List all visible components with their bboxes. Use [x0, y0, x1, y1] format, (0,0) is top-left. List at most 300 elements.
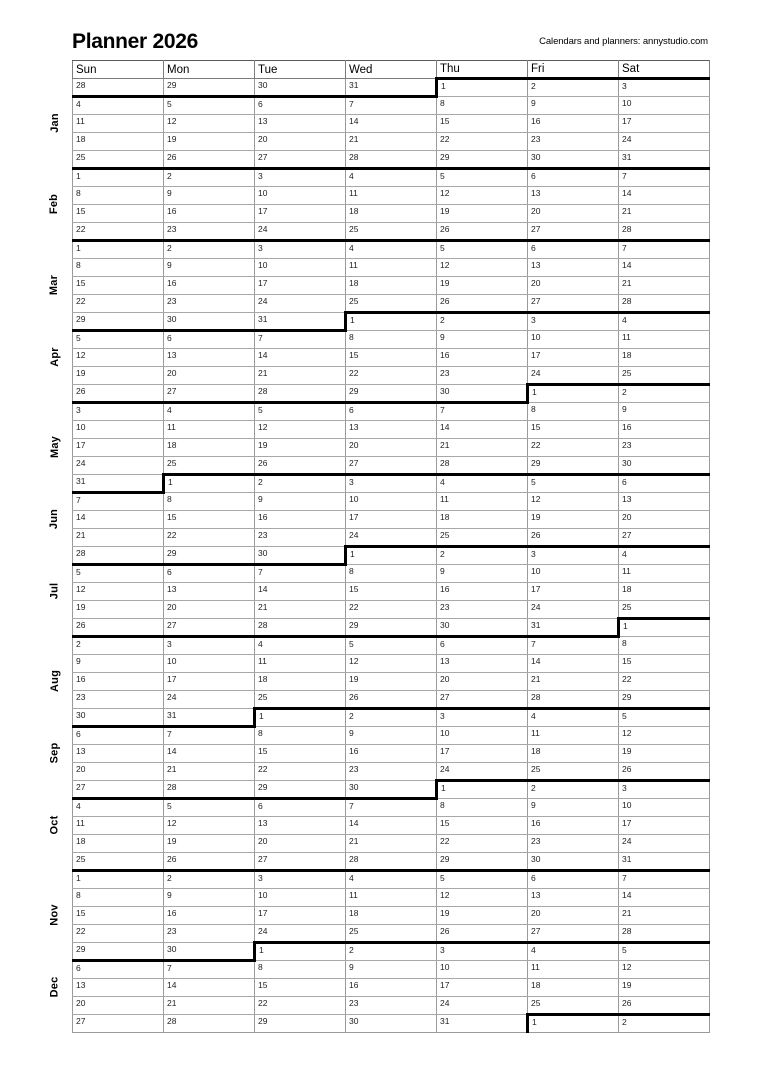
day-cell[interactable]: 4 — [346, 871, 437, 889]
day-cell[interactable]: 20 — [437, 673, 528, 691]
day-cell[interactable]: 11 — [528, 727, 619, 745]
day-cell[interactable]: 21 — [346, 133, 437, 151]
day-cell[interactable]: 27 — [164, 385, 255, 403]
day-cell[interactable]: 25 — [346, 925, 437, 943]
day-cell[interactable]: 29 — [73, 943, 164, 961]
day-cell[interactable]: 28 — [528, 691, 619, 709]
day-cell[interactable]: 7 — [255, 331, 346, 349]
day-cell[interactable]: 21 — [346, 835, 437, 853]
day-cell[interactable]: 26 — [437, 925, 528, 943]
day-cell[interactable]: 19 — [255, 439, 346, 457]
day-cell[interactable]: 17 — [255, 205, 346, 223]
day-cell[interactable]: 20 — [255, 133, 346, 151]
day-cell[interactable]: 27 — [528, 925, 619, 943]
day-cell[interactable]: 6 — [255, 799, 346, 817]
day-cell[interactable]: 24 — [619, 835, 710, 853]
day-cell[interactable]: 9 — [346, 727, 437, 745]
day-cell[interactable]: 26 — [164, 151, 255, 169]
day-cell[interactable]: 3 — [619, 781, 710, 799]
day-cell[interactable]: 31 — [164, 709, 255, 727]
day-cell[interactable]: 30 — [346, 781, 437, 799]
day-cell[interactable]: 7 — [73, 493, 164, 511]
day-cell[interactable]: 13 — [73, 979, 164, 997]
day-cell[interactable]: 2 — [73, 637, 164, 655]
day-cell[interactable]: 27 — [255, 151, 346, 169]
day-cell[interactable]: 21 — [255, 367, 346, 385]
day-cell[interactable]: 7 — [437, 403, 528, 421]
day-cell[interactable]: 14 — [164, 979, 255, 997]
day-cell[interactable]: 18 — [73, 835, 164, 853]
day-cell[interactable]: 22 — [528, 439, 619, 457]
day-cell[interactable]: 24 — [619, 133, 710, 151]
day-cell[interactable]: 23 — [346, 997, 437, 1015]
day-cell[interactable]: 10 — [255, 889, 346, 907]
day-cell[interactable]: 13 — [73, 745, 164, 763]
day-cell[interactable]: 8 — [346, 565, 437, 583]
day-cell[interactable]: 13 — [528, 187, 619, 205]
day-cell[interactable]: 9 — [164, 889, 255, 907]
day-cell[interactable]: 24 — [164, 691, 255, 709]
day-cell[interactable]: 7 — [619, 241, 710, 259]
day-cell[interactable]: 10 — [437, 961, 528, 979]
day-cell[interactable]: 3 — [255, 169, 346, 187]
day-cell[interactable]: 13 — [255, 115, 346, 133]
day-cell[interactable]: 20 — [346, 439, 437, 457]
day-cell[interactable]: 24 — [437, 997, 528, 1015]
day-cell[interactable]: 23 — [164, 295, 255, 313]
day-cell[interactable]: 20 — [73, 997, 164, 1015]
day-cell[interactable]: 21 — [73, 529, 164, 547]
day-cell[interactable]: 26 — [437, 295, 528, 313]
day-cell[interactable]: 29 — [255, 781, 346, 799]
day-cell[interactable]: 12 — [528, 493, 619, 511]
day-cell[interactable]: 18 — [528, 745, 619, 763]
day-cell[interactable]: 26 — [528, 529, 619, 547]
day-cell[interactable]: 11 — [619, 565, 710, 583]
day-cell[interactable]: 25 — [73, 853, 164, 871]
day-cell[interactable]: 22 — [73, 223, 164, 241]
day-cell[interactable]: 22 — [255, 763, 346, 781]
day-cell[interactable]: 28 — [164, 781, 255, 799]
day-cell[interactable]: 1 — [437, 79, 528, 97]
day-cell[interactable]: 20 — [73, 763, 164, 781]
day-cell[interactable]: 23 — [528, 835, 619, 853]
day-cell[interactable]: 6 — [255, 97, 346, 115]
day-cell[interactable]: 8 — [437, 97, 528, 115]
day-cell[interactable]: 24 — [437, 763, 528, 781]
day-cell[interactable]: 9 — [164, 187, 255, 205]
day-cell[interactable]: 1 — [255, 943, 346, 961]
day-cell[interactable]: 3 — [528, 547, 619, 565]
day-cell[interactable]: 30 — [437, 619, 528, 637]
day-cell[interactable]: 23 — [619, 439, 710, 457]
day-cell[interactable]: 17 — [528, 349, 619, 367]
day-cell[interactable]: 19 — [437, 205, 528, 223]
day-cell[interactable]: 18 — [346, 907, 437, 925]
day-cell[interactable]: 12 — [619, 727, 710, 745]
day-cell[interactable]: 4 — [528, 709, 619, 727]
day-cell[interactable]: 25 — [255, 691, 346, 709]
day-cell[interactable]: 19 — [437, 277, 528, 295]
day-cell[interactable]: 31 — [255, 313, 346, 331]
day-cell[interactable]: 25 — [619, 367, 710, 385]
day-cell[interactable]: 26 — [255, 457, 346, 475]
day-cell[interactable]: 1 — [346, 547, 437, 565]
day-cell[interactable]: 17 — [619, 115, 710, 133]
day-cell[interactable]: 12 — [437, 889, 528, 907]
day-cell[interactable]: 15 — [346, 349, 437, 367]
day-cell[interactable]: 23 — [164, 925, 255, 943]
day-cell[interactable]: 19 — [346, 673, 437, 691]
day-cell[interactable]: 5 — [164, 799, 255, 817]
day-cell[interactable]: 1 — [73, 169, 164, 187]
day-cell[interactable]: 3 — [437, 943, 528, 961]
day-cell[interactable]: 20 — [164, 601, 255, 619]
day-cell[interactable]: 31 — [346, 79, 437, 97]
day-cell[interactable]: 27 — [73, 1015, 164, 1033]
day-cell[interactable]: 29 — [164, 79, 255, 97]
day-cell[interactable]: 25 — [346, 295, 437, 313]
day-cell[interactable]: 10 — [255, 187, 346, 205]
day-cell[interactable]: 21 — [619, 907, 710, 925]
day-cell[interactable]: 27 — [346, 457, 437, 475]
day-cell[interactable]: 10 — [346, 493, 437, 511]
day-cell[interactable]: 10 — [619, 97, 710, 115]
day-cell[interactable]: 12 — [437, 259, 528, 277]
day-cell[interactable]: 30 — [346, 1015, 437, 1033]
day-cell[interactable]: 14 — [528, 655, 619, 673]
day-cell[interactable]: 5 — [437, 871, 528, 889]
day-cell[interactable]: 20 — [255, 835, 346, 853]
day-cell[interactable]: 16 — [437, 349, 528, 367]
day-cell[interactable]: 6 — [164, 565, 255, 583]
day-cell[interactable]: 14 — [346, 115, 437, 133]
day-cell[interactable]: 30 — [164, 313, 255, 331]
day-cell[interactable]: 5 — [437, 241, 528, 259]
day-cell[interactable]: 22 — [619, 673, 710, 691]
day-cell[interactable]: 1 — [437, 781, 528, 799]
day-cell[interactable]: 15 — [73, 907, 164, 925]
day-cell[interactable]: 25 — [346, 223, 437, 241]
day-cell[interactable]: 27 — [619, 529, 710, 547]
day-cell[interactable]: 15 — [437, 115, 528, 133]
day-cell[interactable]: 9 — [437, 331, 528, 349]
day-cell[interactable]: 5 — [164, 97, 255, 115]
day-cell[interactable]: 8 — [73, 259, 164, 277]
day-cell[interactable]: 13 — [346, 421, 437, 439]
day-cell[interactable]: 31 — [528, 619, 619, 637]
day-cell[interactable]: 16 — [164, 277, 255, 295]
day-cell[interactable]: 12 — [73, 349, 164, 367]
day-cell[interactable]: 5 — [619, 943, 710, 961]
day-cell[interactable]: 23 — [528, 133, 619, 151]
day-cell[interactable]: 14 — [73, 511, 164, 529]
day-cell[interactable]: 30 — [255, 79, 346, 97]
day-cell[interactable]: 18 — [346, 277, 437, 295]
day-cell[interactable]: 25 — [73, 151, 164, 169]
day-cell[interactable]: 4 — [528, 943, 619, 961]
day-cell[interactable]: 6 — [528, 241, 619, 259]
day-cell[interactable]: 29 — [346, 619, 437, 637]
day-cell[interactable]: 31 — [73, 475, 164, 493]
day-cell[interactable]: 7 — [255, 565, 346, 583]
day-cell[interactable]: 2 — [619, 1015, 710, 1033]
day-cell[interactable]: 15 — [73, 205, 164, 223]
day-cell[interactable]: 12 — [437, 187, 528, 205]
day-cell[interactable]: 17 — [255, 907, 346, 925]
day-cell[interactable]: 24 — [255, 925, 346, 943]
day-cell[interactable]: 11 — [73, 817, 164, 835]
day-cell[interactable]: 24 — [73, 457, 164, 475]
day-cell[interactable]: 12 — [164, 115, 255, 133]
day-cell[interactable]: 13 — [528, 889, 619, 907]
day-cell[interactable]: 10 — [164, 655, 255, 673]
day-cell[interactable]: 5 — [346, 637, 437, 655]
day-cell[interactable]: 9 — [619, 403, 710, 421]
day-cell[interactable]: 5 — [73, 331, 164, 349]
day-cell[interactable]: 19 — [437, 907, 528, 925]
day-cell[interactable]: 15 — [255, 979, 346, 997]
day-cell[interactable]: 28 — [619, 925, 710, 943]
day-cell[interactable]: 10 — [255, 259, 346, 277]
day-cell[interactable]: 6 — [73, 727, 164, 745]
day-cell[interactable]: 14 — [619, 889, 710, 907]
day-cell[interactable]: 17 — [619, 817, 710, 835]
day-cell[interactable]: 13 — [619, 493, 710, 511]
day-cell[interactable]: 16 — [619, 421, 710, 439]
day-cell[interactable]: 20 — [619, 511, 710, 529]
day-cell[interactable]: 3 — [164, 637, 255, 655]
day-cell[interactable]: 3 — [528, 313, 619, 331]
day-cell[interactable]: 28 — [73, 79, 164, 97]
day-cell[interactable]: 24 — [528, 601, 619, 619]
day-cell[interactable]: 4 — [346, 169, 437, 187]
day-cell[interactable]: 12 — [164, 817, 255, 835]
day-cell[interactable]: 1 — [346, 313, 437, 331]
day-cell[interactable]: 13 — [164, 349, 255, 367]
day-cell[interactable]: 4 — [619, 547, 710, 565]
day-cell[interactable]: 5 — [73, 565, 164, 583]
day-cell[interactable]: 7 — [346, 799, 437, 817]
day-cell[interactable]: 21 — [164, 763, 255, 781]
day-cell[interactable]: 4 — [619, 313, 710, 331]
day-cell[interactable]: 15 — [619, 655, 710, 673]
day-cell[interactable]: 1 — [528, 385, 619, 403]
day-cell[interactable]: 16 — [255, 511, 346, 529]
day-cell[interactable]: 26 — [73, 619, 164, 637]
day-cell[interactable]: 17 — [437, 979, 528, 997]
day-cell[interactable]: 24 — [528, 367, 619, 385]
day-cell[interactable]: 14 — [619, 187, 710, 205]
day-cell[interactable]: 15 — [346, 583, 437, 601]
day-cell[interactable]: 2 — [255, 475, 346, 493]
day-cell[interactable]: 14 — [164, 745, 255, 763]
day-cell[interactable]: 10 — [73, 421, 164, 439]
day-cell[interactable]: 16 — [437, 583, 528, 601]
day-cell[interactable]: 18 — [437, 511, 528, 529]
day-cell[interactable]: 9 — [73, 655, 164, 673]
day-cell[interactable]: 9 — [437, 565, 528, 583]
day-cell[interactable]: 19 — [528, 511, 619, 529]
day-cell[interactable]: 8 — [164, 493, 255, 511]
day-cell[interactable]: 9 — [255, 493, 346, 511]
day-cell[interactable]: 17 — [437, 745, 528, 763]
day-cell[interactable]: 17 — [528, 583, 619, 601]
day-cell[interactable]: 21 — [164, 997, 255, 1015]
day-cell[interactable]: 28 — [255, 619, 346, 637]
day-cell[interactable]: 31 — [437, 1015, 528, 1033]
day-cell[interactable]: 21 — [528, 673, 619, 691]
day-cell[interactable]: 23 — [346, 763, 437, 781]
day-cell[interactable]: 23 — [255, 529, 346, 547]
day-cell[interactable]: 7 — [164, 727, 255, 745]
day-cell[interactable]: 17 — [164, 673, 255, 691]
day-cell[interactable]: 6 — [437, 637, 528, 655]
day-cell[interactable]: 7 — [164, 961, 255, 979]
day-cell[interactable]: 29 — [528, 457, 619, 475]
day-cell[interactable]: 28 — [164, 1015, 255, 1033]
day-cell[interactable]: 18 — [619, 583, 710, 601]
day-cell[interactable]: 21 — [437, 439, 528, 457]
day-cell[interactable]: 25 — [437, 529, 528, 547]
day-cell[interactable]: 1 — [73, 871, 164, 889]
day-cell[interactable]: 24 — [346, 529, 437, 547]
day-cell[interactable]: 28 — [346, 853, 437, 871]
day-cell[interactable]: 27 — [73, 781, 164, 799]
day-cell[interactable]: 18 — [619, 349, 710, 367]
day-cell[interactable]: 16 — [528, 115, 619, 133]
day-cell[interactable]: 30 — [528, 151, 619, 169]
day-cell[interactable]: 7 — [619, 871, 710, 889]
day-cell[interactable]: 28 — [619, 295, 710, 313]
day-cell[interactable]: 24 — [255, 295, 346, 313]
day-cell[interactable]: 20 — [528, 277, 619, 295]
day-cell[interactable]: 25 — [528, 763, 619, 781]
day-cell[interactable]: 17 — [73, 439, 164, 457]
day-cell[interactable]: 6 — [619, 475, 710, 493]
day-cell[interactable]: 18 — [164, 439, 255, 457]
day-cell[interactable]: 12 — [346, 655, 437, 673]
day-cell[interactable]: 1 — [528, 1015, 619, 1033]
day-cell[interactable]: 15 — [164, 511, 255, 529]
day-cell[interactable]: 19 — [73, 601, 164, 619]
day-cell[interactable]: 6 — [73, 961, 164, 979]
day-cell[interactable]: 22 — [73, 295, 164, 313]
day-cell[interactable]: 12 — [255, 421, 346, 439]
day-cell[interactable]: 5 — [437, 169, 528, 187]
day-cell[interactable]: 18 — [73, 133, 164, 151]
day-cell[interactable]: 30 — [73, 709, 164, 727]
day-cell[interactable]: 28 — [73, 547, 164, 565]
day-cell[interactable]: 14 — [255, 583, 346, 601]
day-cell[interactable]: 29 — [437, 853, 528, 871]
day-cell[interactable]: 29 — [619, 691, 710, 709]
day-cell[interactable]: 8 — [437, 799, 528, 817]
day-cell[interactable]: 17 — [346, 511, 437, 529]
day-cell[interactable]: 24 — [255, 223, 346, 241]
day-cell[interactable]: 5 — [255, 403, 346, 421]
day-cell[interactable]: 29 — [346, 385, 437, 403]
day-cell[interactable]: 8 — [73, 187, 164, 205]
day-cell[interactable]: 15 — [255, 745, 346, 763]
day-cell[interactable]: 26 — [73, 385, 164, 403]
day-cell[interactable]: 21 — [255, 601, 346, 619]
day-cell[interactable]: 3 — [619, 79, 710, 97]
day-cell[interactable]: 30 — [619, 457, 710, 475]
day-cell[interactable]: 4 — [437, 475, 528, 493]
day-cell[interactable]: 25 — [164, 457, 255, 475]
day-cell[interactable]: 4 — [346, 241, 437, 259]
day-cell[interactable]: 26 — [619, 763, 710, 781]
day-cell[interactable]: 2 — [346, 709, 437, 727]
day-cell[interactable]: 23 — [437, 367, 528, 385]
day-cell[interactable]: 1 — [73, 241, 164, 259]
day-cell[interactable]: 9 — [346, 961, 437, 979]
day-cell[interactable]: 2 — [437, 313, 528, 331]
day-cell[interactable]: 22 — [346, 601, 437, 619]
day-cell[interactable]: 16 — [73, 673, 164, 691]
day-cell[interactable]: 19 — [73, 367, 164, 385]
day-cell[interactable]: 27 — [255, 853, 346, 871]
day-cell[interactable]: 6 — [164, 331, 255, 349]
day-cell[interactable]: 29 — [164, 547, 255, 565]
day-cell[interactable]: 21 — [619, 205, 710, 223]
day-cell[interactable]: 29 — [255, 1015, 346, 1033]
day-cell[interactable]: 28 — [619, 223, 710, 241]
day-cell[interactable]: 9 — [528, 97, 619, 115]
day-cell[interactable]: 4 — [164, 403, 255, 421]
day-cell[interactable]: 15 — [528, 421, 619, 439]
day-cell[interactable]: 30 — [164, 943, 255, 961]
day-cell[interactable]: 16 — [164, 205, 255, 223]
day-cell[interactable]: 22 — [346, 367, 437, 385]
day-cell[interactable]: 4 — [73, 97, 164, 115]
day-cell[interactable]: 22 — [255, 997, 346, 1015]
day-cell[interactable]: 16 — [346, 979, 437, 997]
day-cell[interactable]: 2 — [346, 943, 437, 961]
day-cell[interactable]: 8 — [73, 889, 164, 907]
day-cell[interactable]: 6 — [528, 169, 619, 187]
day-cell[interactable]: 19 — [619, 745, 710, 763]
day-cell[interactable]: 4 — [73, 799, 164, 817]
day-cell[interactable]: 5 — [528, 475, 619, 493]
day-cell[interactable]: 2 — [528, 79, 619, 97]
day-cell[interactable]: 29 — [437, 151, 528, 169]
day-cell[interactable]: 9 — [528, 799, 619, 817]
day-cell[interactable]: 3 — [73, 403, 164, 421]
day-cell[interactable]: 7 — [619, 169, 710, 187]
day-cell[interactable]: 20 — [528, 205, 619, 223]
day-cell[interactable]: 6 — [528, 871, 619, 889]
day-cell[interactable]: 6 — [346, 403, 437, 421]
day-cell[interactable]: 8 — [619, 637, 710, 655]
day-cell[interactable]: 23 — [437, 601, 528, 619]
day-cell[interactable]: 12 — [73, 583, 164, 601]
day-cell[interactable]: 14 — [346, 817, 437, 835]
day-cell[interactable]: 16 — [164, 907, 255, 925]
day-cell[interactable]: 26 — [164, 853, 255, 871]
day-cell[interactable]: 8 — [255, 727, 346, 745]
day-cell[interactable]: 18 — [528, 979, 619, 997]
day-cell[interactable]: 20 — [528, 907, 619, 925]
day-cell[interactable]: 7 — [528, 637, 619, 655]
day-cell[interactable]: 8 — [528, 403, 619, 421]
day-cell[interactable]: 3 — [346, 475, 437, 493]
day-cell[interactable]: 2 — [528, 781, 619, 799]
day-cell[interactable]: 30 — [437, 385, 528, 403]
day-cell[interactable]: 2 — [164, 241, 255, 259]
day-cell[interactable]: 20 — [164, 367, 255, 385]
